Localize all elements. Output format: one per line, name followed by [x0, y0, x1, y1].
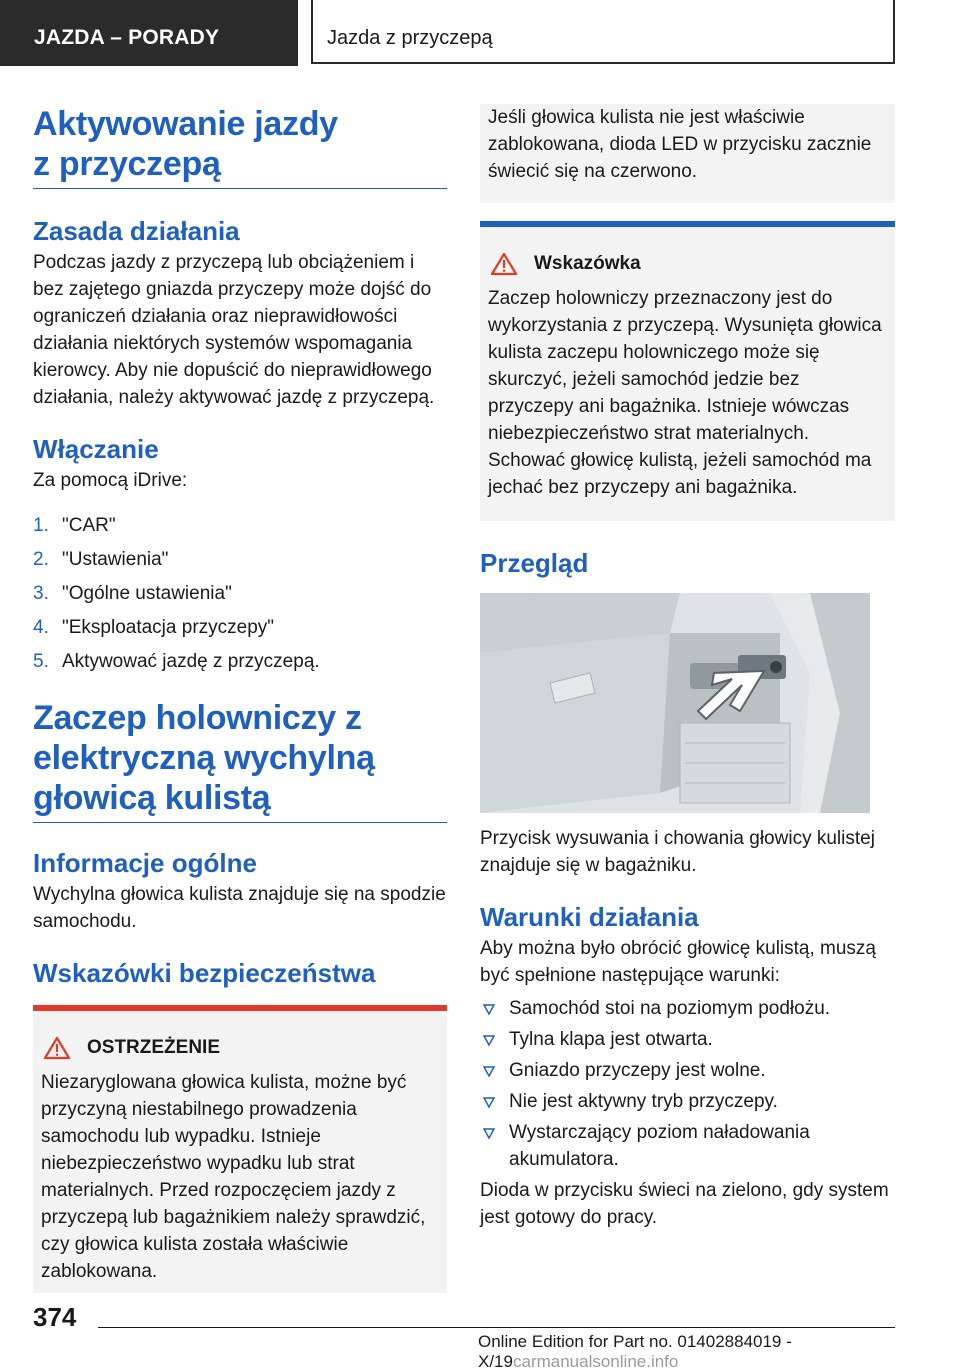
list-item: Samochód stoi na poziomym podłożu.: [480, 995, 895, 1022]
right-column: [480, 104, 895, 1231]
bullet-triangle-icon: [483, 1035, 495, 1047]
bullet-triangle-icon: [483, 1004, 495, 1016]
warning-title: OSTRZEŻENIE: [33, 1011, 447, 1063]
bullet-triangle-icon: [483, 1066, 495, 1078]
principle-text: Podczas jazdy z przyczepą lub obciążeniem i bez zajętego gniazda przyczepy może dojść do ograniczeń działania oraz nieprawidłowości działania niektórych systemów wspomagania kierowcy. Aby nie dopuścić do nieprawidłowego działania, należy aktywować jazdę z przyczepą.: [33, 252, 435, 408]
warning-text: Niezaryglowana głowica kulista, możne być przyczyną niestabilnego prowadzenia samochodu lub wypadku. Istnieje niebezpieczeństwo wypadku lub strat materialnych. Przed rozpoczęciem jazdy z przyczepą lub bagażnikiem należy sprawdzić, czy głowica kulista została właściwie zablokowana.: [41, 1072, 426, 1282]
heading-safety: Wskazówki bezpieczeństwa: [33, 958, 376, 988]
list-item: Tylna klapa jest otwarta.: [480, 1026, 895, 1053]
heading-conditions: Warunki działania: [480, 902, 699, 932]
bullet-triangle-icon: [483, 1128, 495, 1140]
section-tab: [0, 0, 298, 66]
heading-trailer-mode: Aktywowanie jazdy z przyczepą: [33, 105, 338, 183]
conditions-intro: Aby można było obrócić głowicę kulistą, muszą być spełnione następujące warunki:: [480, 938, 877, 986]
bullet-triangle-icon: [483, 1097, 495, 1109]
list-item: 4. "Eksploatacja przyczepy": [33, 617, 275, 638]
footer-watermark: carmanualsonline.info: [512, 1352, 679, 1371]
image-caption: Przycisk wysuwania i chowania głowicy kulistej znajduje się w bagażniku.: [480, 828, 875, 876]
footer-edition: Online Edition for Part no. 01402884019 - X/19carmanualsonline.info: [478, 1332, 792, 1371]
led-note-box: [480, 104, 895, 203]
heading-general-info: Informacje ogólne: [33, 848, 257, 878]
caution-triangle-icon: [490, 252, 518, 276]
divider: [33, 188, 447, 189]
activation-steps: [33, 512, 447, 682]
heading-activation: Włączanie: [33, 434, 159, 464]
list-item: 5. Aktywować jazdę z przyczepą.: [33, 651, 320, 672]
list-item: Nie jest aktywny tryb przyczepy.: [480, 1088, 895, 1115]
warning-triangle-icon: [43, 1036, 71, 1060]
page-number: 374: [33, 1302, 77, 1332]
hint-title: Wskazówka: [480, 227, 895, 279]
general-info-text: Wychylna głowica kulista znajduje się na spodzie samochodu.: [33, 884, 446, 932]
chapter-tab: [311, 0, 895, 64]
list-item: Wystarczający poziom naładowania akumulatora.: [480, 1119, 895, 1173]
chapter-title: Jazda z przyczepą: [327, 27, 493, 49]
trunk-illustration: [480, 593, 870, 813]
list-item: Gniazdo przyczepy jest wolne.: [480, 1057, 895, 1084]
heading-tow-hitch: Zaczep holowniczy z elektryczną wychylną głowicą kulistą: [33, 699, 375, 817]
warning-box: [33, 1005, 447, 1293]
trunk-button-image: [480, 593, 870, 813]
list-item: 3. "Ogólne ustawienia": [33, 583, 232, 604]
list-item: 1. "CAR": [33, 515, 116, 536]
led-note-text: Jeśli głowica kulista nie jest właściwie zablokowana, dioda LED w przycisku zacznie świecić się na czerwono.: [488, 107, 872, 182]
divider: [33, 822, 447, 823]
section-title: JAZDA – PORADY: [34, 26, 220, 49]
hint-box: [480, 221, 895, 521]
conditions-list: [480, 995, 895, 1173]
footer-divider: [98, 1327, 895, 1328]
list-item: 2. "Ustawienia": [33, 549, 169, 570]
heading-principle: Zasada działania: [33, 216, 240, 246]
left-column: [33, 104, 447, 1293]
led-green-text: Dioda w przycisku świeci na zielono, gdy system jest gotowy do pracy.: [480, 1180, 889, 1228]
hint-text: Zaczep holowniczy przeznaczony jest do wykorzystania z przyczepą. Wysunięta głowica kulista zaczepu holowniczego może się skurczyć, jeżeli samochód jedzie bez przyczepy ani bagażnika. Istnieje wówczas niebezpieczeństwo strat materialnych. Schować głowicę kulistą, jeżeli samochód ma jechać bez przyczepy ani bagażnika.: [488, 288, 882, 498]
activation-text: Za pomocą iDrive:: [33, 470, 188, 491]
heading-overview: Przegląd: [480, 548, 589, 578]
